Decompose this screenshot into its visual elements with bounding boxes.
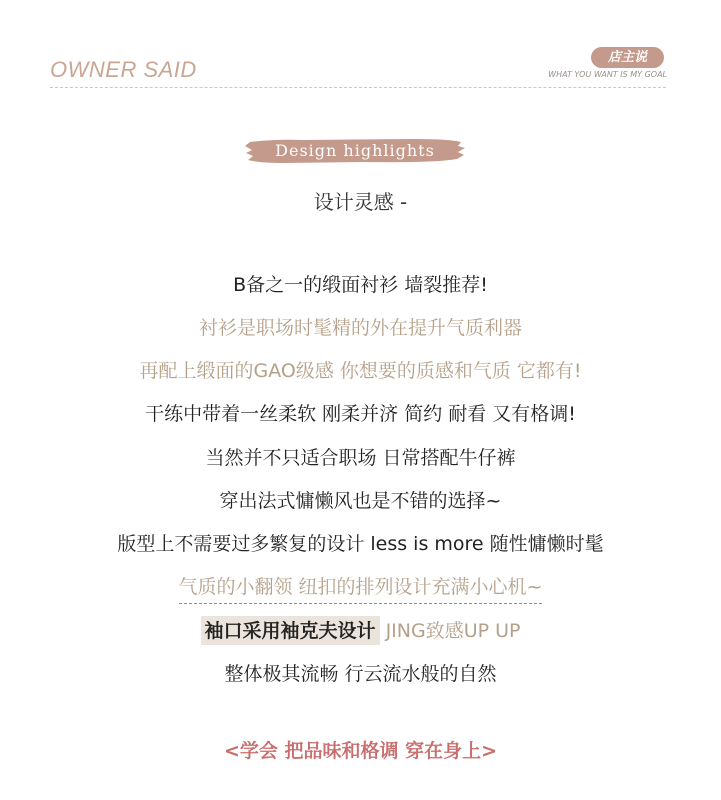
description-line: 干练中带着一丝柔软 刚柔并济 简约 耐看 又有格调! bbox=[145, 403, 576, 425]
description-line bbox=[0, 616, 721, 645]
design-inspiration-subtitle: 设计灵感 - bbox=[313, 190, 408, 214]
shop-owner-badge: 店主说 bbox=[591, 47, 664, 68]
description-line: 版型上不需要过多繁复的设计 less is more 随性慵懒时髦 bbox=[117, 533, 604, 555]
owner-said-title: OWNER SAID bbox=[50, 57, 197, 82]
description-line: 穿出法式慵懒风也是不错的选择~ bbox=[219, 490, 502, 512]
description-line: B备之一的缎面衬衫 墙裂推荐! bbox=[233, 274, 488, 296]
highlighted-text: 袖口采用袖克夫设计 bbox=[201, 616, 380, 645]
description-line: 当然并不只适合职场 日常搭配牛仔裤 bbox=[205, 447, 516, 469]
description-line-rest: JING致感UP UP bbox=[379, 620, 521, 642]
dashed-underlined-text: 气质的小翻领 纽扣的排列设计充满小心机~ bbox=[179, 572, 543, 604]
closing-slogan: <学会 把品味和格调 穿在身上> bbox=[223, 740, 498, 762]
description-line: 再配上缎面的GAO级感 你想要的质感和气质 它都有! bbox=[139, 360, 582, 382]
description-line: 衬衫是职场时髦精的外在提升气质利器 bbox=[198, 317, 522, 339]
description-line bbox=[0, 572, 721, 604]
owner-said-header bbox=[0, 0, 721, 100]
design-highlights-label: Design highlights bbox=[275, 141, 435, 160]
design-highlights-tag bbox=[244, 137, 466, 165]
header-motto: WHAT YOU WANT IS MY GOAL bbox=[548, 70, 667, 79]
header-divider bbox=[50, 87, 666, 88]
description-line: 整体极其流畅 行云流水般的自然 bbox=[224, 663, 497, 685]
